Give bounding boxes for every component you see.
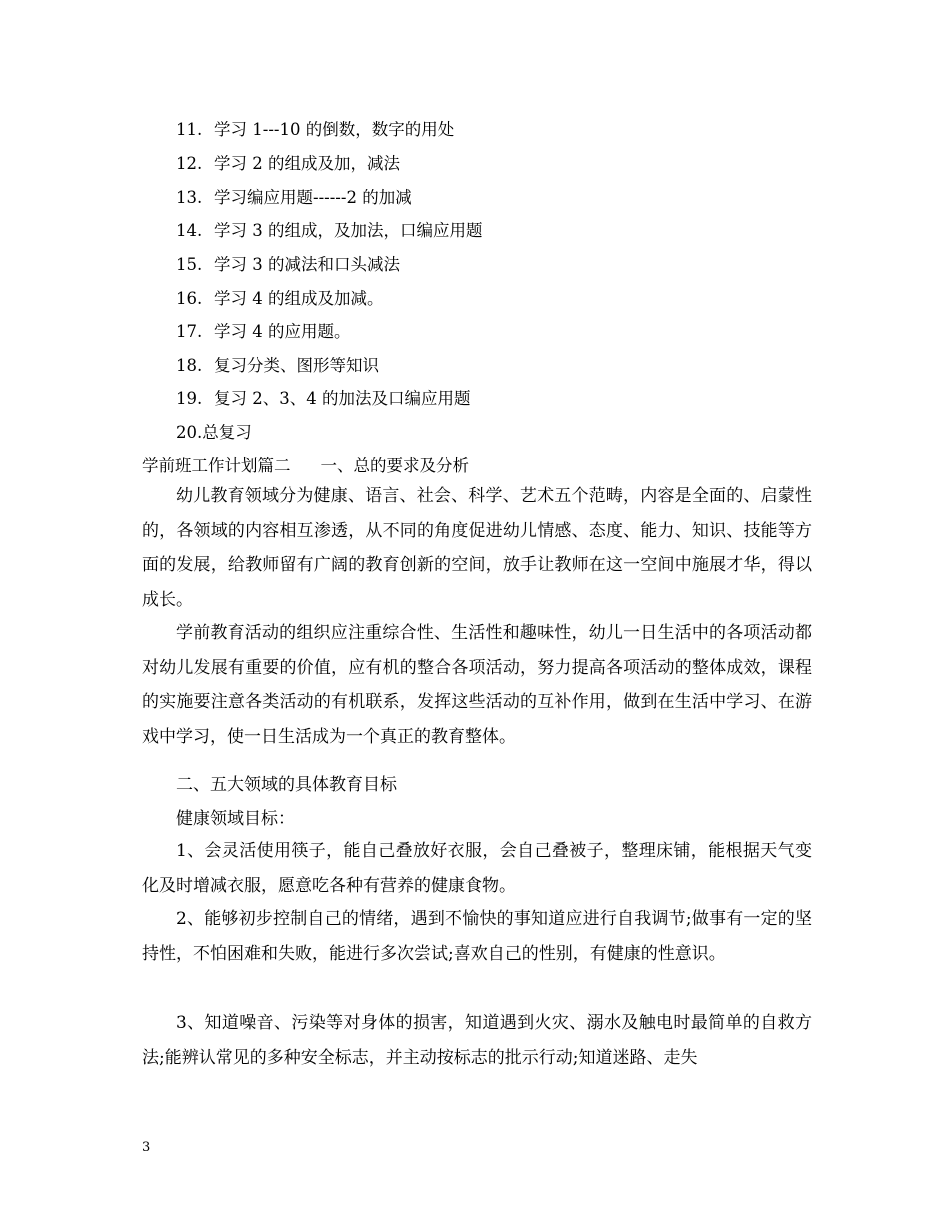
goal-paragraph: 3、知道噪音、污染等对身体的损害，知道遇到火灾、溺水及触电时最简单的自救方法;能辨认常见的多种安全标志，并主动按标志的批示行动;知道迷路、走失 [142,1013,812,1068]
list-item-number: 19. [176,389,203,408]
list-item-text: 学习 2 的组成及加，减法 [214,154,400,173]
list-item-number: 18. [176,356,203,375]
list-item-number: 13. [176,188,203,207]
list-item-number: 15. [176,255,203,274]
list-item-text: 学习 3 的减法和口头减法 [214,255,400,274]
section-title: 学前班工作计划篇二 [142,456,291,475]
list-item-number: 11. [176,120,203,139]
page-number: 3 [142,1140,151,1155]
list-item [176,288,384,310]
list-item [176,321,351,343]
list-item [176,220,483,242]
section-subtitle: 一、总的要求及分析 [320,456,469,475]
goal-paragraph: 1、会灵活使用筷子，能自己叠放好衣服，会自己叠被子，整理床铺，能根据天气变化及时增减衣服，愿意吃各种有营养的健康食物。 [142,841,812,896]
list-item [176,187,412,209]
subsection-title: 健康领域目标： [176,809,295,829]
list-item-number: 12. [176,154,203,173]
paragraph: 学前教育活动的组织应注重综合性、生活性和趣味性，幼儿一日生活中的各项活动都对幼儿发展有重要的价值，应有机的整合各项活动，努力提高各项活动的整体成效，课程的实施要注意各类活动的有机联系，发挥这些活动的互补作用，做到在生活中学习、在游戏中学习，使一日生活成为一个真正的教育整体。 [142,623,812,747]
list-item [176,388,470,410]
final-list-item: 20.总复习 [176,423,252,442]
list-item-number: 14. [176,221,203,240]
list-item-text: 学习 3 的组成，及加法，口编应用题 [214,221,483,240]
list-item-text: 复习 2、3、4 的加法及口编应用题 [214,389,471,408]
list-item [176,254,400,276]
list-item-text: 学习 4 的组成及加减。 [214,289,384,308]
list-item-number: 16. [176,289,203,308]
section-title: 二、五大领域的具体教育目标 [176,775,397,795]
list-item-text: 学习编应用题------2 的加减 [214,188,412,207]
list-item-text: 学习 4 的应用题。 [214,322,351,341]
section-heading [142,455,469,477]
list-item [176,355,379,377]
list-item-number: 17. [176,322,203,341]
paragraph: 幼儿教育领域分为健康、语言、社会、科学、艺术五个范畴，内容是全面的、启蒙性的，各领域的内容相互渗透，从不同的角度促进幼儿情感、态度、能力、知识、技能等方面的发展，给教师留有广阔的教育创新的空间，放手让教师在这一空间中施展才华，得以成长。 [142,486,812,610]
goal-paragraph: 2、能够初步控制自己的情绪，遇到不愉快的事知道应进行自我调节;做事有一定的坚持性，不怕困难和失败，能进行多次尝试;喜欢自己的性别，有健康的性意识。 [142,909,812,964]
list-item-text: 复习分类、图形等知识 [214,356,379,375]
list-item-text: 学习 1---10 的倒数，数字的用处 [214,120,455,139]
list-item [176,119,454,141]
list-item [176,153,400,175]
